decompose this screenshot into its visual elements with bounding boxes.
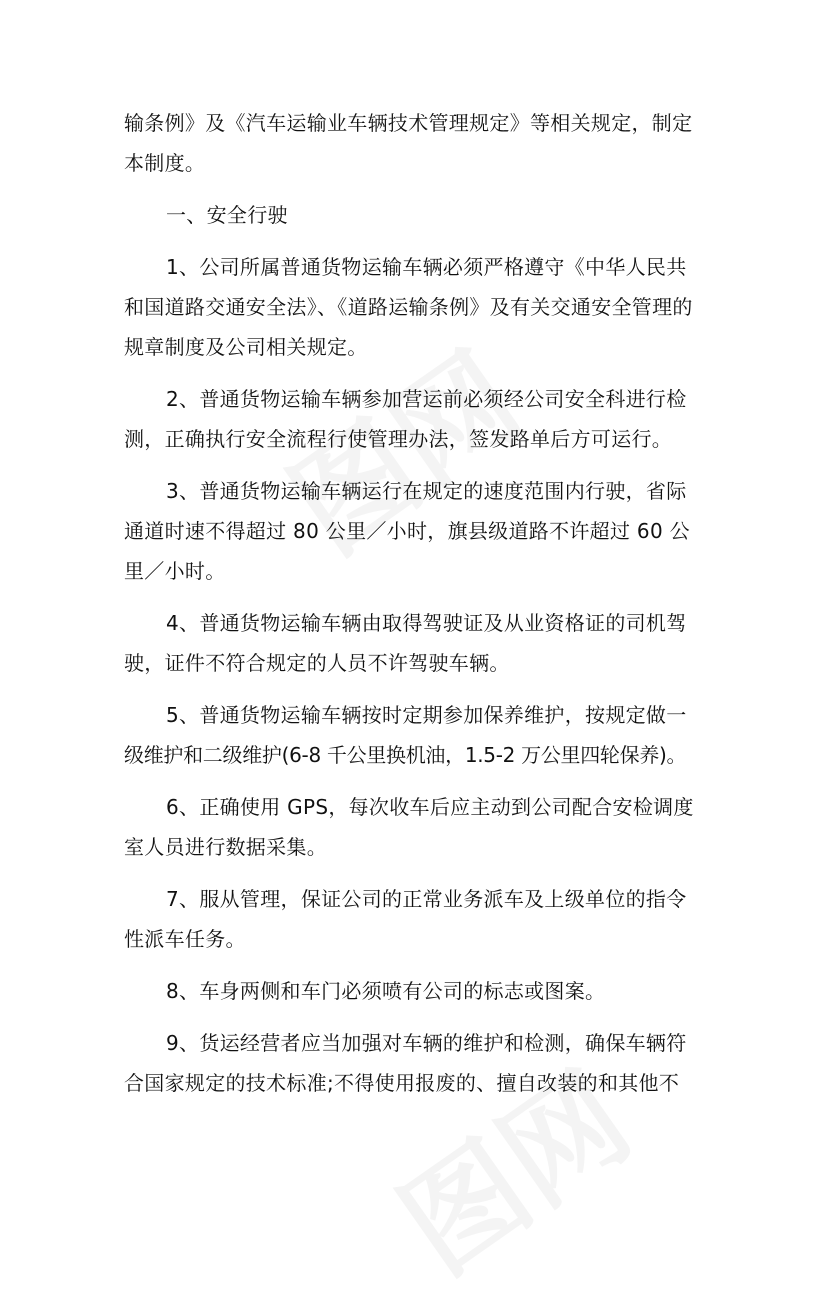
text-line: 和国道路交通安全法》、《道路运输条例》及有关交通安全管理的 bbox=[124, 295, 693, 319]
text-line: 本制度。 bbox=[124, 151, 206, 175]
text-line: 输条例》及《汽车运输业车辆技术管理规定》等相关规定，制定 bbox=[124, 111, 693, 135]
text-line: 5、普通货物运输车辆按时定期参加保养维护，按规定做一 bbox=[166, 703, 687, 727]
text-line: 4、普通货物运输车辆由取得驾驶证及从业资格证的司机驾 bbox=[166, 611, 687, 635]
text-line: 2、普通货物运输车辆参加营运前必须经公司安全科进行检 bbox=[166, 387, 687, 411]
rule-item-5 bbox=[124, 695, 714, 775]
intro-paragraph bbox=[124, 103, 714, 183]
text-line: 室人员进行数据采集。 bbox=[124, 835, 327, 859]
text-line: 测，正确执行安全流程行使管理办法，签发路单后方可运行。 bbox=[124, 427, 673, 451]
text-line: 通道时速不得超过 80 公里／小时，旗县级道路不许超过 60 公 bbox=[124, 519, 690, 543]
text-line: 8、车身两侧和车门必须喷有公司的标志或图案。 bbox=[166, 979, 606, 1003]
rule-item-8 bbox=[124, 971, 714, 1011]
rule-item-7 bbox=[124, 879, 714, 959]
text-line: 1、公司所属普通货物运输车辆必须严格遵守《中华人民共 bbox=[166, 255, 687, 279]
text-line: 7、服从管理，保证公司的正常业务派车及上级单位的指令 bbox=[166, 887, 687, 911]
rule-item-9 bbox=[124, 1023, 714, 1103]
text-line: 性派车任务。 bbox=[124, 927, 246, 951]
text-line: 级维护和二级维护(6-8 千公里换机油，1.5-2 万公里四轮保养)。 bbox=[124, 743, 687, 767]
section-heading bbox=[124, 195, 714, 235]
section-heading-text: 一、安全行驶 bbox=[166, 203, 288, 227]
rule-item-1 bbox=[124, 247, 714, 367]
text-line: 里／小时。 bbox=[124, 559, 226, 583]
rule-item-2 bbox=[124, 379, 714, 459]
text-line: 驶，证件不符合规定的人员不许驾驶车辆。 bbox=[124, 651, 510, 675]
rule-item-6 bbox=[124, 787, 714, 867]
text-line: 6、正确使用 GPS，每次收车后应主动到公司配合安检调度 bbox=[166, 795, 694, 819]
rule-item-3 bbox=[124, 471, 714, 591]
text-line: 3、普通货物运输车辆运行在规定的速度范围内行驶，省际 bbox=[166, 479, 687, 503]
text-line: 规章制度及公司相关规定。 bbox=[124, 335, 368, 359]
text-line: 9、货运经营者应当加强对车辆的维护和检测，确保车辆符 bbox=[166, 1031, 687, 1055]
text-line: 合国家规定的技术标准;不得使用报废的、擅自改装的和其他不 bbox=[124, 1071, 680, 1095]
rule-item-4 bbox=[124, 603, 714, 683]
document-body bbox=[124, 103, 714, 1115]
